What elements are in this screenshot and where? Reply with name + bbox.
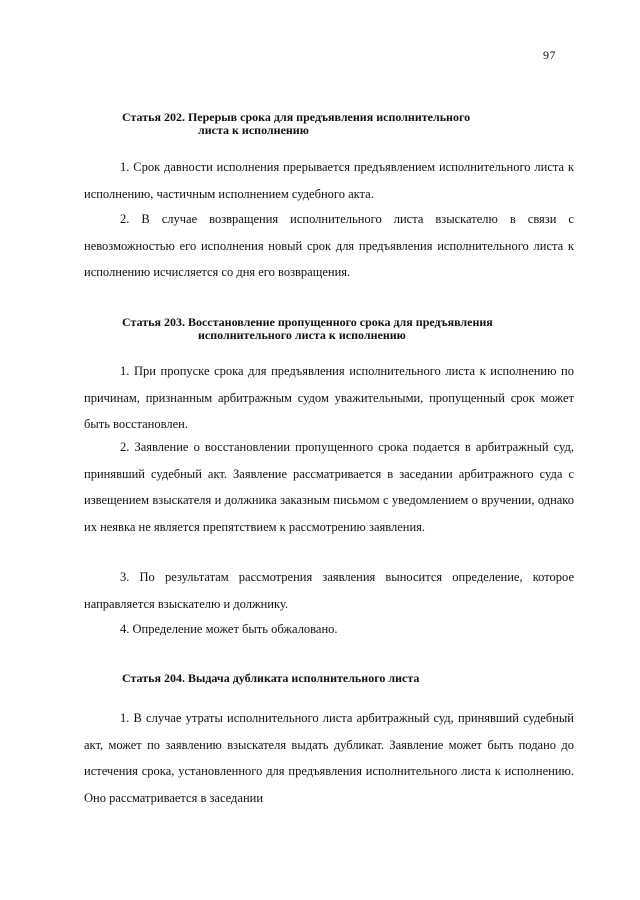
- article-203-paragraph-1: 1. При пропуске срока для предъявления исполнительного листа к исполнению по причинам, признанным арбитражным судом уважительными, пропущенный срок может быть восстановлен.: [84, 364, 574, 431]
- article-202-heading-line2: листа к исполнению: [198, 123, 309, 137]
- article-202-paragraph-1: 1. Срок давности исполнения прерывается предъявлением исполнительного листа к исполнению, частичным исполнением судебного акта.: [84, 160, 574, 201]
- article-202-heading: [122, 111, 562, 137]
- article-203-paragraph-2: 2. Заявление о восстановлении пропущенного срока подается в арбитражный суд, принявший судебный акт. Заявление рассматривается в заседании арбитражного суда с извещением взыскателя и должника заказным письмом с уведомлением о вручении, однако их неявка не является препятствием к рассмотрению заявления.: [84, 440, 574, 534]
- article-203-heading: [122, 316, 562, 342]
- page-number: 97: [543, 48, 556, 62]
- article-204-heading: [122, 672, 562, 685]
- article-204-heading-line1: Статья 204. Выдача дубликата исполнительного листа: [122, 671, 420, 685]
- article-202-heading-line1: Статья 202. Перерыв срока для предъявления исполнительного: [122, 110, 471, 124]
- article-203-paragraph-3: 3. По результатам рассмотрения заявления выносится определение, которое направляется взыскателю и должнику.: [84, 570, 574, 611]
- article-204-paragraph-1: 1. В случае утраты исполнительного листа арбитражный суд, принявший судебный акт, может по заявлению взыскателя выдать дубликат. Заявление может быть подано до истечения срока, установленного для предъявления исполнительного листа к исполнению. Оно рассматривается в заседании: [84, 711, 574, 805]
- article-203-heading-line1: Статья 203. Восстановление пропущенного срока для предъявления: [122, 315, 493, 329]
- article-202-paragraph-2: 2. В случае возвращения исполнительного листа взыскателю в связи с невозможностью его исполнения новый срок для предъявления исполнительного листа к исполнению исчисляется со дня его возвращения.: [84, 212, 574, 279]
- article-203-paragraph-4: 4. Определение может быть обжаловано.: [120, 622, 338, 636]
- article-203-heading-line2: исполнительного листа к исполнению: [198, 328, 406, 342]
